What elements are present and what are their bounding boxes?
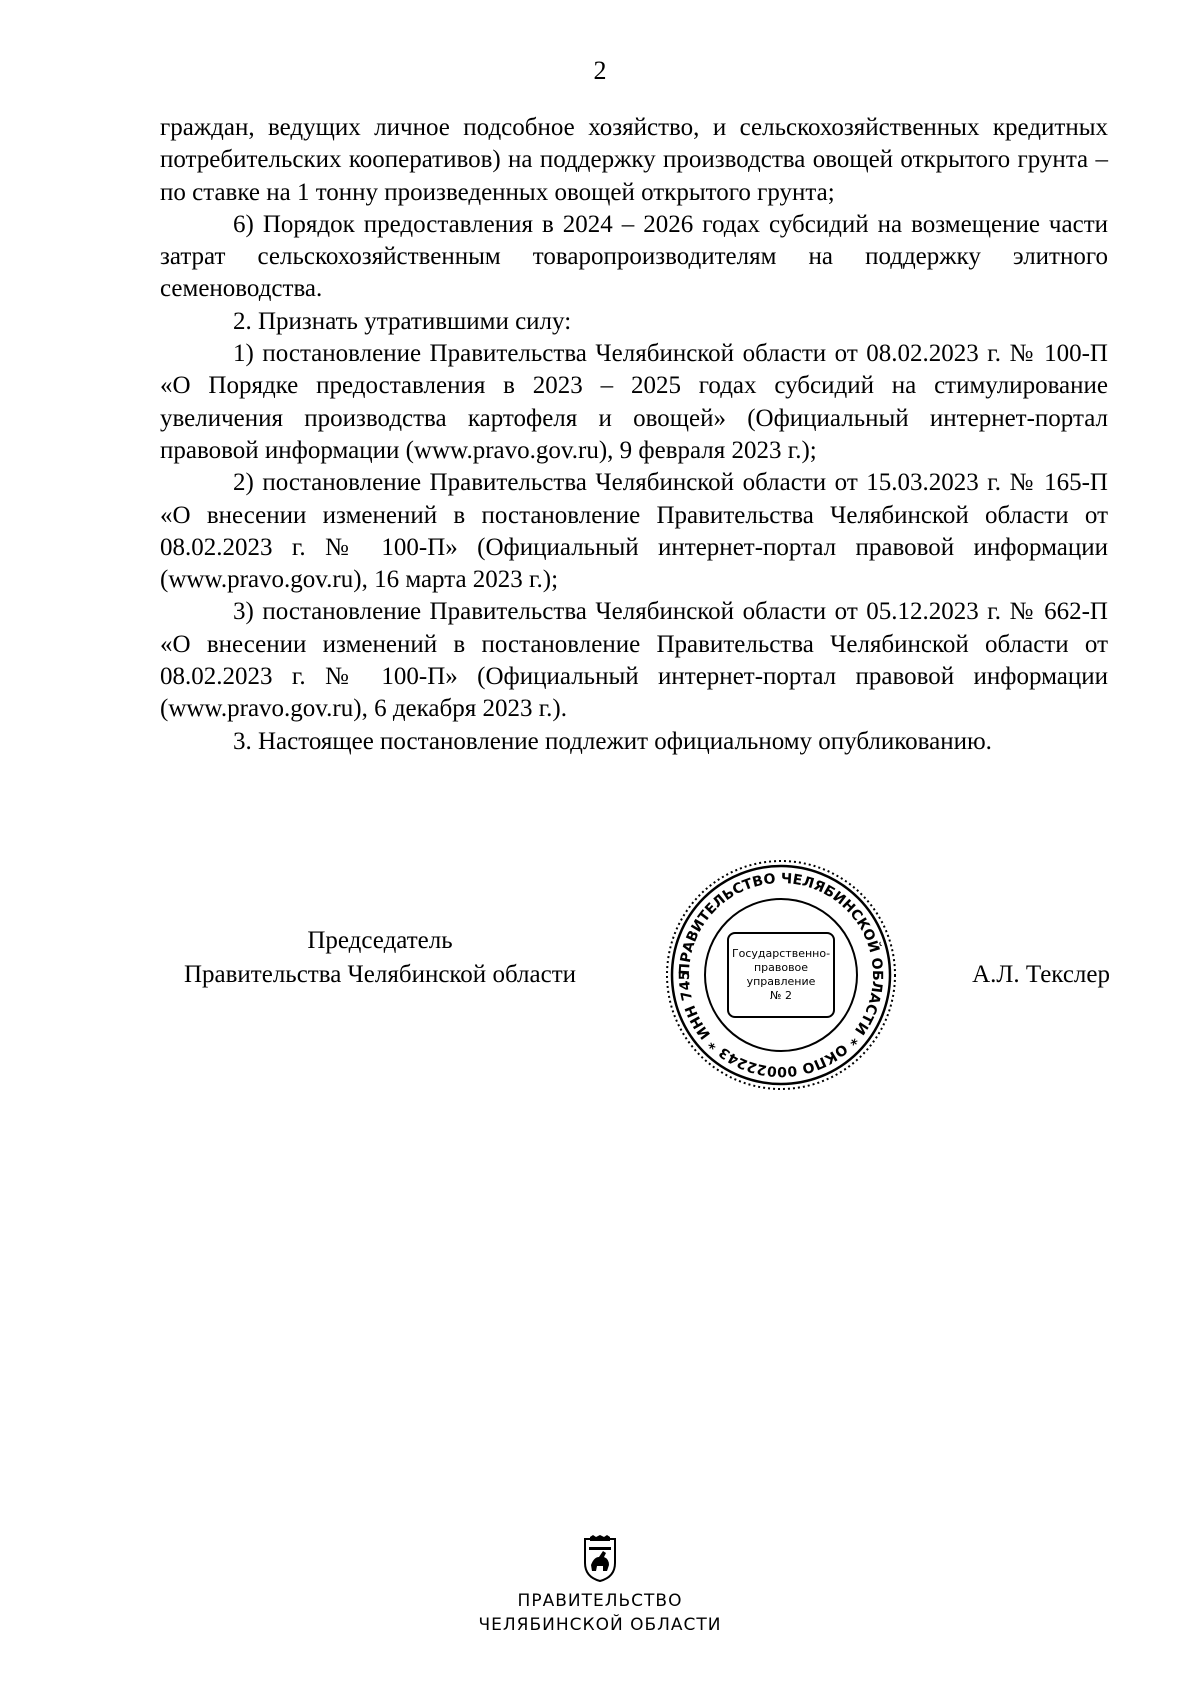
paragraph-section-3: 3. Настоящее постановление подлежит официальному опубликованию. <box>233 727 992 755</box>
signatory-title <box>160 924 600 992</box>
page-number: 2 <box>593 56 607 85</box>
seal-center-line1: Государственно- <box>731 947 831 960</box>
footer-line2: ЧЕЛЯБИНСКОЙ ОБЛАСТИ <box>478 1615 722 1635</box>
signatory-name: А.Л. Текслер <box>972 961 1110 988</box>
seal-center-line2: правовое <box>753 961 809 974</box>
paragraph-repeal-3: 3) постановление Правительства Челябинской области от 05.12.2023 г. № 662-П «О внесении изменений в постановление Правительства Челябинской области от 08.02.2023 г. № 100-П» (Официальный интернет-портал правовой информации (www.pravo.gov.ru), 6 декабря 2023 г.). <box>160 598 1108 723</box>
paragraph-section-2: 2. Признать утратившими силу: <box>233 307 572 335</box>
signatory-title-line1: Председатель <box>307 927 453 954</box>
seal-ring-text: ПРАВИТЕЛЬСТВО ЧЕЛЯБИНСКОЙ ОБЛАСТИ * ОКПО 00022243 * ИНН 745 <box>676 870 886 1080</box>
paragraph-continuation: граждан, ведущих личное подсобное хозяйство, и сельскохозяйственных кредитных потребительских кооперативов) на поддержку производства овощей открытого грунта – по ставке на 1 тонну произведенных овощей открытого грунта; <box>160 114 1108 206</box>
seal-center-box <box>727 932 835 1018</box>
document-body <box>160 112 1108 758</box>
chelyabinsk-coat-of-arms-icon <box>581 1535 619 1583</box>
seal-center-line4: № 2 <box>770 989 792 1002</box>
paragraph-repeal-2: 2) постановление Правительства Челябинской области от 15.03.2023 г. № 165-П «О внесении изменений в постановление Правительства Челябинской области от 08.02.2023 г. № 100-П» (Официальный интернет-портал правовой информации (www.pravo.gov.ru), 16 марта 2023 г.); <box>160 469 1108 594</box>
document-footer <box>0 1535 1200 1637</box>
paragraph-item-6: 6) Порядок предоставления в 2024 – 2026 годах субсидий на возмещение части затрат сельскохозяйственным товаропроизводителям на поддержку элитного семеноводства. <box>160 210 1108 303</box>
official-seal <box>664 858 898 1092</box>
signatory-title-line2: Правительства Челябинской области <box>183 961 577 988</box>
footer-line1: ПРАВИТЕЛЬСТВО <box>517 1591 683 1611</box>
paragraph-repeal-1: 1) постановление Правительства Челябинской области от 08.02.2023 г. № 100-П «О Порядке предоставления в 2023 – 2025 годах субсидий на стимулирование увеличения производства картофеля и овощей» (Официальный интернет-портал правовой информации (www.pravo.gov.ru), 9 февраля 2023 г.); <box>160 340 1108 464</box>
seal-center-line3: управление <box>746 975 816 988</box>
